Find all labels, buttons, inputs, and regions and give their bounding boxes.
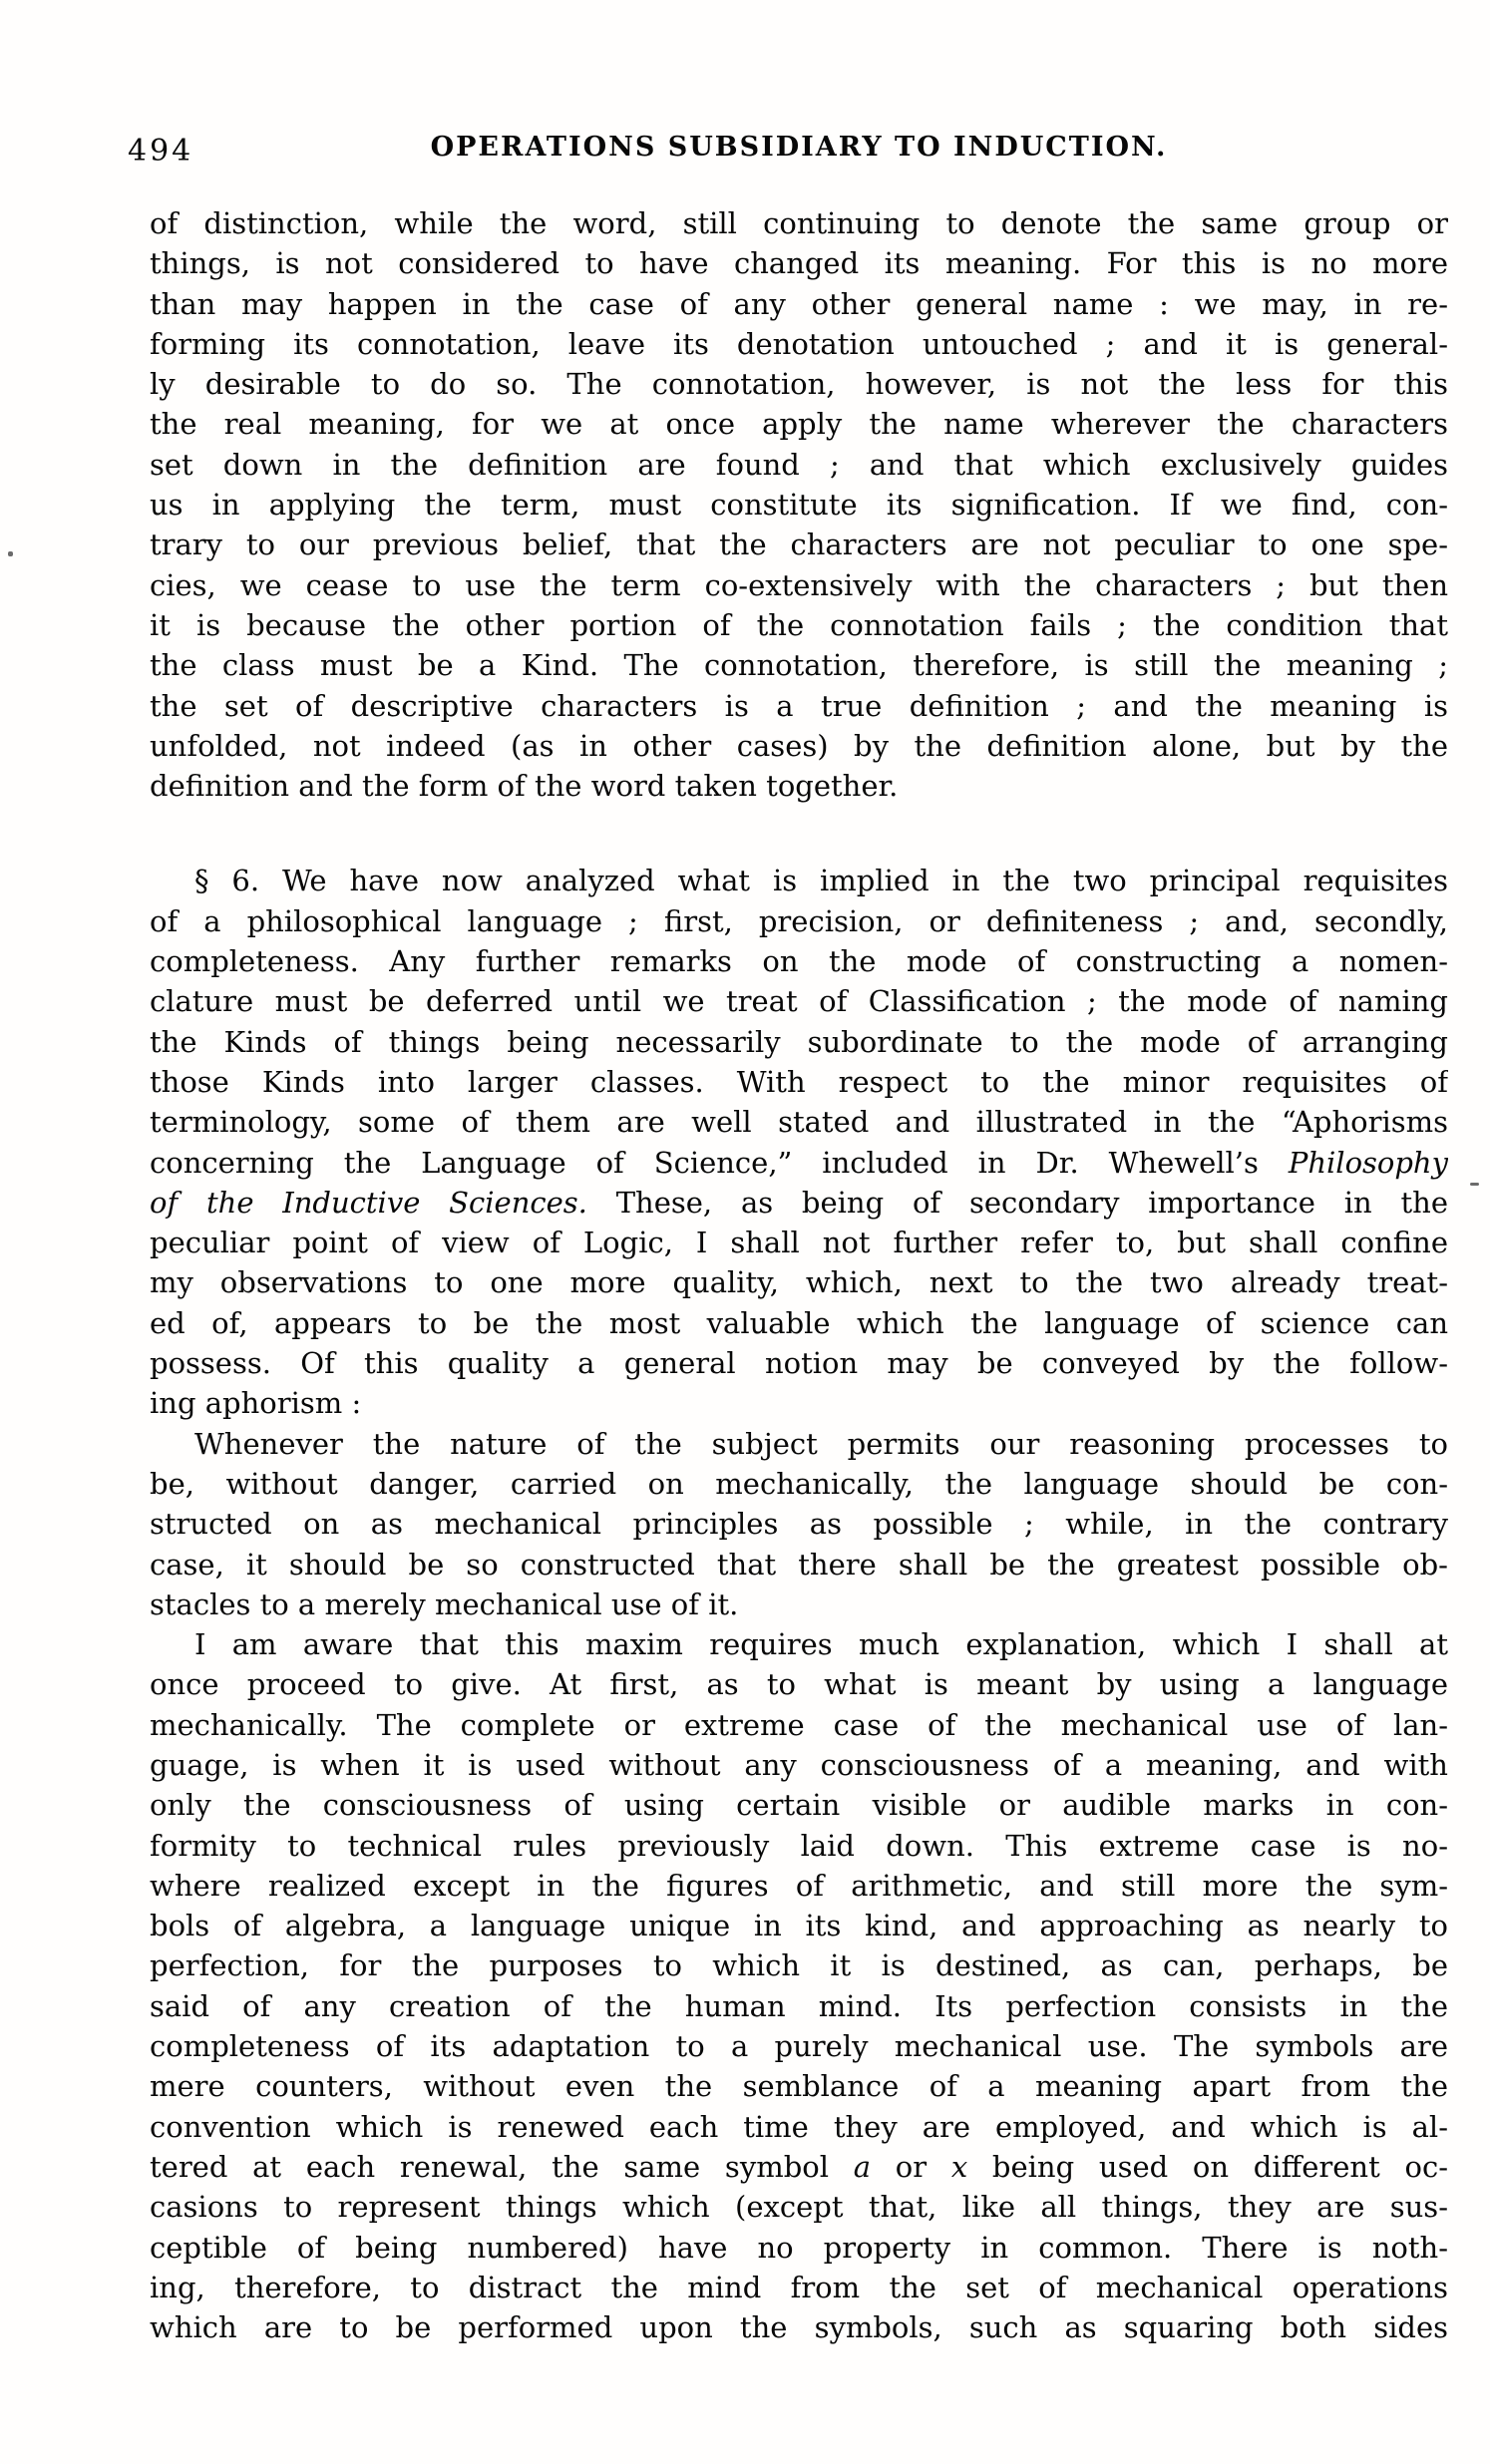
page-number: 494 — [128, 134, 194, 169]
text-segment: or — [871, 2149, 951, 2184]
text-line: formity to technical rules previously laid down. This extreme case is no- — [150, 1828, 1448, 1863]
text-line — [150, 1183, 1448, 1223]
text-line: trary to our previous belief, that the characters are not peculiar to one spe- — [150, 528, 1448, 562]
paragraph-section-6-bottom — [150, 1223, 1448, 1423]
text-line: the Kinds of things being necessarily subordinate to the mode of arranging — [150, 1024, 1448, 1059]
scan-speck — [1470, 1183, 1479, 1186]
paragraph-explanation-bottom — [150, 2187, 1448, 2347]
text-line — [150, 2147, 1448, 2187]
text-line: it is because the other portion of the connotation fails ; the condition that — [150, 607, 1448, 642]
text-line: ing, therefore, to distract the mind from the set of mechanical operations — [150, 2270, 1448, 2304]
text-line: unfolded, not indeed (as in other cases) by the definition alone, but by the — [150, 728, 1448, 763]
text-line: possess. Of this quality a general notion may be conveyed by the follow- — [150, 1346, 1448, 1381]
scan-speck — [8, 551, 13, 556]
text-line: us in applying the term, must constitute its signification. If we find, con- — [150, 488, 1448, 523]
text-segment: These, as being of secondary importance in the — [586, 1185, 1448, 1220]
text-line: the real meaning, for we at once apply the name wherever the characters — [150, 407, 1448, 442]
italic-segment: of the Inductive Sciences. — [150, 1185, 587, 1220]
text-line: things, is not considered to have changed its meaning. For this is no more — [150, 246, 1448, 281]
text-line: once proceed to give. At first, as to what is meant by using a language — [150, 1667, 1448, 1702]
text-line: my observations to one more quality, which, next to the two already treat- — [150, 1265, 1448, 1300]
running-title: OPERATIONS SUBSIDIARY TO INDUCTION. — [430, 132, 1168, 163]
text-line: than may happen in the case of any other general name : we may, in re- — [150, 286, 1448, 321]
italic-symbol-x: x — [950, 2149, 968, 2184]
paragraph-section-6-top — [150, 861, 1448, 1142]
text-line: cies, we cease to use the term co-extensively with the characters ; but then — [150, 567, 1448, 602]
text-line: which are to be performed upon the symbols, such as squaring both sides — [150, 2310, 1448, 2345]
text-line: bols of algebra, a language unique in its kind, and approaching as nearly to — [150, 1909, 1448, 1943]
text-line: stacles to a merely mechanical use of it. — [150, 1586, 739, 1621]
text-line: mechanically. The complete or extreme case of the mechanical use of lan- — [150, 1707, 1448, 1742]
text-line — [150, 1143, 1448, 1183]
text-line: ly desirable to do so. The connotation, however, is not the less for this — [150, 367, 1448, 402]
text-line: the class must be a Kind. The connotation, therefore, is still the meaning ; — [150, 648, 1448, 683]
text-line: only the consciousness of using certain visible or audible marks in con- — [150, 1788, 1448, 1823]
text-line: where realized except in the figures of arithmetic, and still more the sym- — [150, 1868, 1448, 1903]
text-line: Whenever the nature of the subject permits our reasoning processes to — [194, 1426, 1448, 1461]
text-block — [150, 203, 1448, 2347]
text-line: perfection, for the purposes to which it is destined, as can, perhaps, be — [150, 1948, 1448, 1983]
text-line: of a philosophical language ; first, precision, or definiteness ; and, secondly, — [150, 903, 1448, 938]
text-segment: tered at each renewal, the same symbol — [150, 2149, 854, 2184]
text-line: definition and the form of the word taken together. — [150, 769, 899, 804]
text-line: peculiar point of view of Logic, I shall not further refer to, but shall confine — [150, 1226, 1448, 1260]
paragraph-explanation-top — [150, 1624, 1448, 2147]
paragraph-aphorism — [150, 1424, 1448, 1624]
text-line: of distinction, while the word, still continuing to denote the same group or — [150, 206, 1448, 240]
text-line: completeness. Any further remarks on the mode of constructing a nomen- — [150, 944, 1448, 979]
text-line: terminology, some of them are well stated and illustrated in the “Aphorisms — [150, 1105, 1448, 1140]
text-line: the set of descriptive characters is a true definition ; and the meaning is — [150, 688, 1448, 723]
text-line: set down in the definition are found ; and that which exclusively guides — [150, 447, 1448, 482]
page-header — [128, 132, 1448, 172]
text-line: those Kinds into larger classes. With respect to the minor requisites of — [150, 1064, 1448, 1099]
text-line: ing aphorism : — [150, 1386, 362, 1421]
text-line: structed on as mechanical principles as possible ; while, in the contrary — [150, 1507, 1448, 1542]
text-segment: being used on different oc- — [967, 2149, 1448, 2184]
paragraph-continuation — [150, 203, 1448, 806]
paragraph-gap — [150, 806, 1448, 861]
paragraph-explanation — [150, 1624, 1448, 2347]
text-line: § 6. We have now analyzed what is implied in the two principal requisites — [194, 864, 1448, 898]
text-line: convention which is renewed each time they are employed, and which is al- — [150, 2109, 1448, 2144]
text-segment: concerning the Language of Science,” included in Dr. Whewell’s — [150, 1145, 1289, 1180]
paragraph-section-6 — [150, 861, 1448, 1423]
text-line: completeness of its adaptation to a purely mechanical use. The symbols are — [150, 2029, 1448, 2064]
text-line: clature must be deferred until we treat of Classification ; the mode of naming — [150, 984, 1448, 1019]
text-line: ed of, appears to be the most valuable which the language of science can — [150, 1305, 1448, 1340]
text-line: be, without danger, carried on mechanically, the language should be con- — [150, 1466, 1448, 1501]
text-line: ceptible of being numbered) have no property in common. There is noth- — [150, 2230, 1448, 2265]
text-line: mere counters, without even the semblance of a meaning apart from the — [150, 2069, 1448, 2104]
italic-symbol-a: a — [853, 2149, 872, 2184]
text-line: said of any creation of the human mind. Its perfection consists in the — [150, 1988, 1448, 2023]
text-line: forming its connotation, leave its denotation untouched ; and it is general- — [150, 326, 1448, 361]
text-line: case, it should be so constructed that there shall be the greatest possible ob- — [150, 1547, 1448, 1582]
text-line: guage, is when it is used without any consciousness of a meaning, and with — [150, 1747, 1448, 1782]
text-line: I am aware that this maxim requires much explanation, which I shall at — [194, 1627, 1448, 1662]
text-line: casions to represent things which (except that, like all things, they are sus- — [150, 2190, 1448, 2225]
italic-segment: Philosophy — [1288, 1145, 1448, 1180]
